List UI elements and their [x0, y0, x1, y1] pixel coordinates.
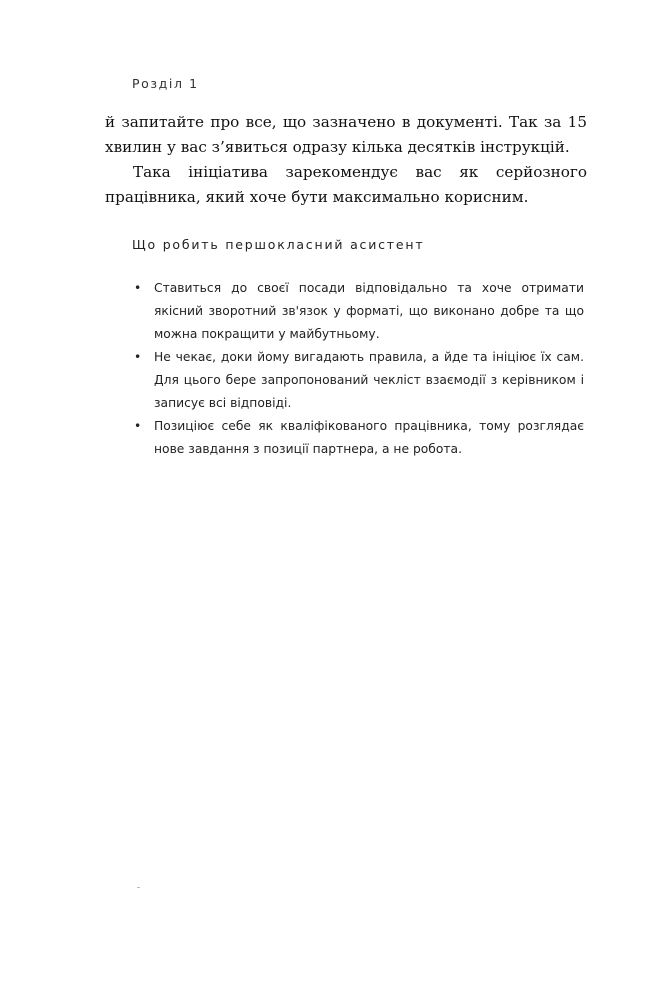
bullet-icon: • — [134, 281, 142, 295]
bullet-icon: • — [134, 350, 142, 364]
body-paragraph: Така ініціатива зарекомендує вас як серйозного працівника, який хоче бути максимально корисним. — [105, 163, 587, 206]
checklist-item — [132, 346, 584, 415]
running-head: Розділ 1 — [132, 76, 199, 91]
body-text — [105, 110, 587, 210]
footer-mark — [137, 887, 140, 888]
checklist-item-text: Позиціює себе як кваліфікованого працівника, тому розглядає нове завдання з позиції партнера, а не робота. — [154, 419, 584, 456]
bullet-icon: • — [134, 419, 142, 433]
checklist-item — [132, 277, 584, 346]
checklist — [132, 277, 584, 461]
checklist-item-text: Не чекає, доки йому вигадають правила, а йде та ініціює їх сам. Для цього бере запропонований чекліст взаємодії з керівником і записує всі відповіді. — [154, 350, 584, 410]
sidebar-title: Що робить першокласний асистент — [132, 237, 425, 252]
checklist-item-text: Ставиться до своєї посади відповідально та хоче отримати якісний зворотний зв'язок у форматі, що виконано добре та що можна покращити у майбутньому. — [154, 281, 584, 341]
body-paragraph: й запитайте про все, що зазначено в документі. Так за 15 хвилин у вас з’явиться одразу кілька десятків інструкцій. — [105, 113, 587, 156]
checklist-item — [132, 415, 584, 461]
